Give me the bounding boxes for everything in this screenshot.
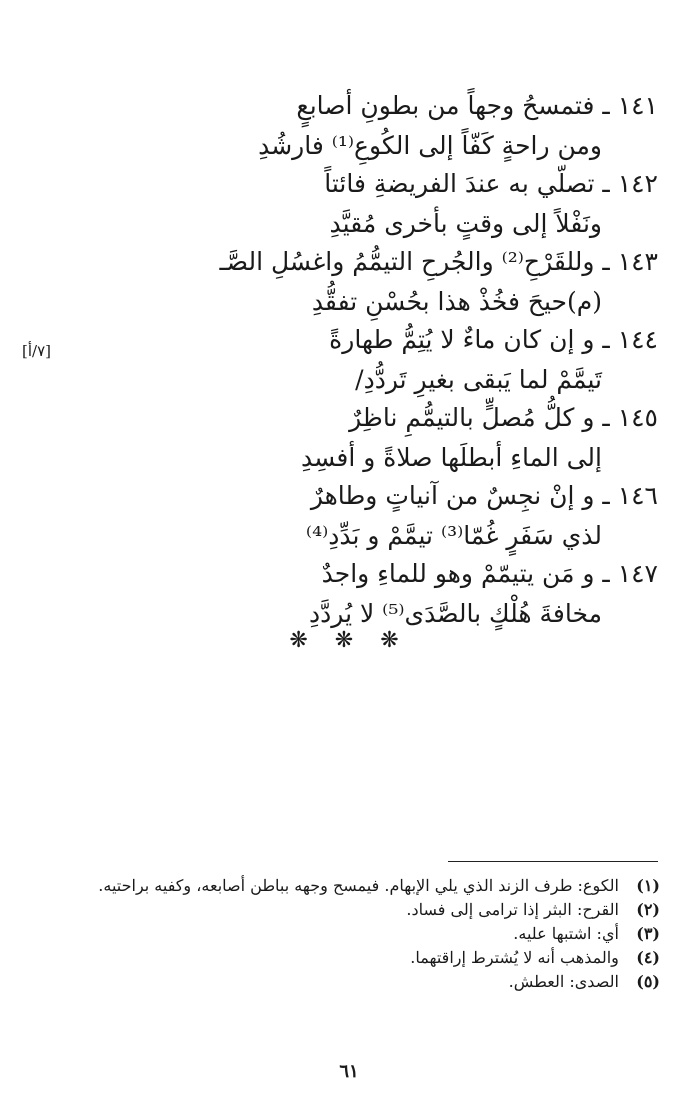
verse-147-first: ١٤٧ ـ و مَن يتيمّمْ وهو للماءِ واجدٌ [321,559,658,588]
footnote-text: أي: اشتبها عليه. [513,924,619,943]
footnote-text: الصدى: العطش. [508,972,619,991]
verse-142-second: ونَفْلاً إلى وقتٍ بأخرى مُقيَّدِ [329,209,602,238]
footnote-text: القرح: البثر إذا ترامى إلى فساد. [406,900,619,919]
section-separator: ❋ ❋ ❋ [289,628,409,653]
footnote-number: (١) [636,876,660,895]
footnote-number: (٤) [636,948,660,967]
footnote-3 [40,922,660,946]
footnote-2 [40,898,660,922]
verse-141-first: ١٤١ ـ فتمسحُ وجهاً من بطونِ أصابعٍ [296,91,658,120]
footnote-number: (٣) [636,924,660,943]
footnote-number: (٢) [636,900,660,919]
verse-143-first: ١٤٣ ـ وللقَرْحِ⁽²⁾ والجُرحِ التيمُّمُ واغسُلِ الصَّـ [219,247,658,276]
verse-141-second: ومن راحةٍ كَفّاً إلى الكُوعِ⁽¹⁾ فارشُدِ [258,131,602,160]
footnote-number: (٥) [636,972,660,991]
footnote-5 [40,970,660,994]
verse-145-first: ١٤٥ ـ و كلُّ مُصلٍّ بالتيمُّمِ ناظِرٌ [349,403,658,432]
verse-144-first: ١٤٤ ـ و إن كان ماءٌ لا يُتِمُّ طهارةً [329,325,658,354]
verse-146-second: لذي سَفَرٍ غُمّا⁽³⁾ تيمَّمْ و بَدِّدِ⁽⁴⁾ [305,521,602,550]
footnote-4 [40,946,660,970]
verse-142-first: ١٤٢ ـ تصلّي به عندَ الفريضةِ فائتاً [324,169,658,198]
manuscript-folio-marker: [٧/أ] [22,342,51,360]
footnote-text: الكوع: طرف الزند الذي يلي الإبهام. فيمسح وجهه بباطن أصابعه، وكفيه براحتيه. [98,876,619,895]
footnote-1 [40,874,660,898]
verse-146-first: ١٤٦ ـ و إنْ نجِسٌ من آنياتٍ وطاهرٌ [310,481,658,510]
verse-147-second: مخافةَ هُلْكٍ بالصَّدَى⁽⁵⁾ لا يُردَّدِ [309,599,602,628]
page-number: ٦١ [339,1061,359,1082]
footnote-text: والمذهب أنه لا يُشترط إراقتهما. [410,948,619,967]
verse-145-second: إلى الماءِ أبطلَها صلاةً و أفسِدِ [301,443,602,472]
verse-143-second: (م)حيحَ فخُذْ هذا بحُسْنِ تفقُّدِ [311,287,602,316]
verse-144-second: تَيمَّمْ لما يَبقى بغيرِ تَردُّدِ/ [355,365,602,394]
footnote-divider [448,861,658,862]
footnotes [40,874,660,994]
